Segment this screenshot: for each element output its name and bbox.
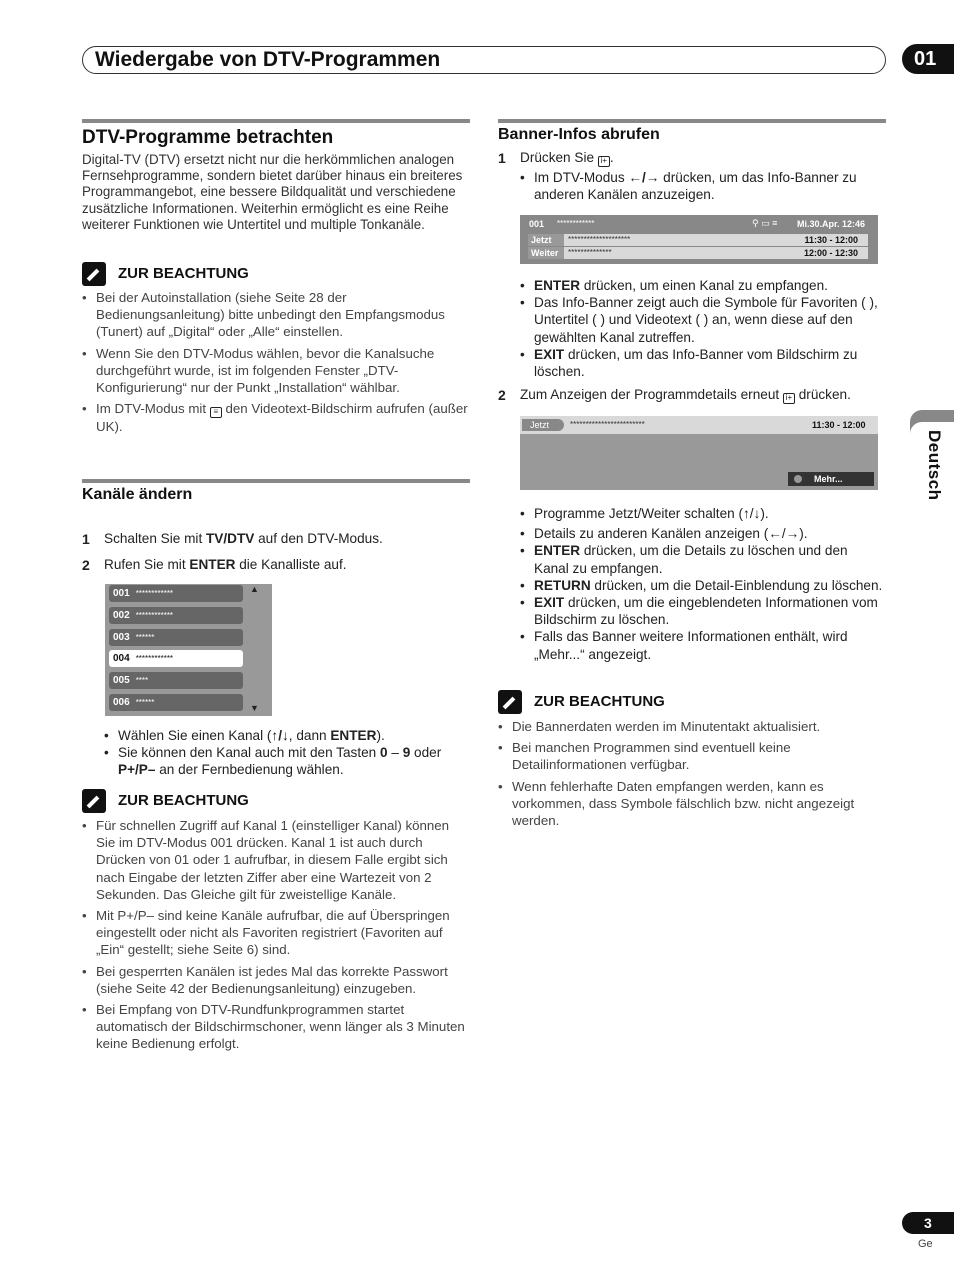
detail-now-label: Jetzt (522, 419, 564, 431)
arrow-keys: ←/→ (628, 170, 660, 185)
section-rule (82, 479, 470, 483)
bullet-text: Wählen Sie einen Kanal ( (118, 728, 272, 743)
bullet-text: drücken, um einen Kanal zu empfangen. (580, 278, 828, 293)
banner-now-title: ******************** (568, 235, 631, 244)
step-text-part: Zum Anzeigen der Programmdetails erneut (520, 387, 780, 402)
bullet-text-bold: P+/P– (118, 762, 156, 778)
note-item: • Mit P+/P– sind keine Kanäle aufrufbar, die auf Überspringen eingestellt oder nicht als Favoriten registriert (Favoriten auf „Ein“ gestellt; siehe Seite 6) sind. (82, 907, 470, 959)
bullet-item (104, 727, 470, 744)
language-code: Ge (918, 1238, 933, 1250)
arrow-keys: ↑/↓ (271, 728, 289, 743)
page-title: Wiedergabe von DTV-Programmen (95, 48, 441, 71)
section-rule (498, 119, 886, 123)
bullet-text: oder (410, 745, 442, 761)
banner-now-row (528, 234, 868, 246)
language-tab-label: Deutsch (925, 430, 944, 501)
bullet-text-bold: EXIT (534, 595, 565, 611)
channel-row[interactable] (109, 629, 243, 646)
channel-name: ************ (135, 654, 174, 663)
channel-number: 003 (113, 632, 130, 643)
section-rule (82, 119, 470, 123)
teletext-icon: ≡ (210, 407, 222, 418)
channel-name: **** (135, 676, 149, 685)
banner-symbol-icons: ⚲ ▭ ≡ (752, 218, 778, 228)
bullet-item (520, 294, 886, 346)
bullet-text: drücken, um die Detail-Einblendung zu löschen. (590, 577, 883, 593)
bullet-item (520, 628, 886, 662)
bullet-item (520, 505, 886, 522)
note-text: Im DTV-Modus mit (96, 401, 207, 417)
bullet-text-bold: EXIT (534, 346, 565, 362)
bullet-text: – (387, 745, 403, 761)
note-item: • Bei manchen Programmen sind eventuell keine Detailinformationen verfügbar. (498, 739, 886, 773)
banner-now-label: Jetzt (528, 234, 564, 246)
banner-channel-name: ************ (557, 219, 595, 228)
bullet-item (520, 542, 886, 576)
note-item: • Die Bannerdaten werden im Minutentakt aktualisiert. (498, 718, 886, 735)
bullet-text: Falls das Banner weitere Informationen enthält, wird „Mehr...“ angezeigt. (534, 629, 848, 662)
channel-row[interactable] (109, 694, 243, 711)
bullet-item (520, 277, 886, 294)
bullet-text-bold: ENTER (534, 543, 581, 559)
step-bullets (104, 727, 470, 779)
note-pencil-icon (82, 789, 106, 813)
page-header (82, 46, 886, 74)
note-header (498, 690, 798, 714)
banner-channel-number: 001 (529, 219, 545, 229)
step-bullets (520, 505, 886, 663)
more-dot-icon (794, 475, 802, 483)
step-text-part: drücken. (798, 387, 851, 402)
step-number: 2 (82, 557, 90, 573)
note-item: • Wenn Sie den DTV-Modus wählen, bevor die Kanalsuche durchgeführt wurde, ist im folgenden Fenster „DTV-Konfigurierung“ nur der Punkt „Installation“ wählbar. (82, 345, 470, 397)
bullet-item (520, 169, 886, 203)
section-title: Banner-Infos abrufen (498, 126, 660, 143)
bullet-text: Programme Jetzt/Weiter schalten (↑/↓). (534, 506, 769, 521)
channel-number: 002 (113, 610, 130, 621)
channel-name: ************ (135, 611, 174, 620)
bullet-text-bold: 9 (402, 745, 411, 761)
bullet-text-bold: RETURN (534, 577, 591, 593)
bullet-text: Details zu anderen Kanälen anzeigen (←/→). (534, 526, 808, 542)
step-number: 1 (498, 150, 506, 166)
note-item: • Wenn fehlerhafte Daten empfangen werden, kann es vorkommen, dass Symbole fälschlich bzw. nicht angezeigt werden. (498, 778, 886, 830)
bullet-text: drücken, um die eingeblendeten Informationen vom Bildschirm zu löschen. (534, 595, 878, 628)
bullet-text-bold: ENTER (330, 728, 377, 743)
detail-banner (520, 416, 878, 490)
channel-row[interactable] (109, 585, 243, 602)
step-text (104, 557, 347, 572)
bullet-text: , dann (288, 728, 331, 743)
info-button-icon: i+ (598, 156, 610, 167)
step-text (520, 150, 614, 167)
step-text-part: die Kanalliste auf. (235, 557, 347, 572)
detail-title: ************************ (570, 420, 645, 429)
bullet-text: Im DTV-Modus (534, 170, 629, 185)
step-text (520, 387, 851, 404)
note-list (82, 289, 470, 439)
note-item (82, 400, 470, 435)
section-title: Kanäle ändern (82, 486, 193, 503)
step-text-part: auf den DTV-Modus. (254, 531, 383, 546)
channel-row[interactable] (109, 672, 243, 689)
bullet-text: drücken, um das Info-Banner vom Bildschirm zu löschen. (534, 346, 858, 380)
channel-number: 005 (113, 675, 130, 686)
banner-now-time: 11:30 - 12:00 (804, 235, 858, 245)
channel-number: 004 (113, 653, 130, 664)
bullet-text: Sie können den Kanal auch mit den Tasten (118, 745, 380, 761)
section-title: DTV-Programme betrachten (82, 127, 334, 148)
detail-time: 11:30 - 12:00 (812, 420, 866, 430)
bullet-text: Das Info-Banner zeigt auch die Symbole für Favoriten ( ), Untertitel ( ) und Videotext ( ) an, wenn diese auf den gewählten Kanal zutreffen. (534, 295, 878, 345)
channel-number: 006 (113, 697, 130, 708)
more-label: Mehr... (814, 474, 843, 484)
bullet-item (104, 744, 470, 778)
step-bullets (520, 169, 886, 203)
chapter-badge: 01 (902, 44, 954, 74)
bullet-item (520, 525, 886, 542)
info-banner (520, 215, 878, 264)
channel-name: ****** (135, 698, 155, 707)
step-number: 1 (82, 531, 90, 547)
step-text-part: . (609, 150, 614, 165)
banner-next-row (528, 247, 868, 259)
step-text-part: Rufen Sie mit (104, 557, 190, 572)
note-pencil-icon (498, 690, 522, 714)
note-item: • Bei gesperrten Kanälen ist jedes Mal das korrekte Passwort (siehe Seite 42 der Bedienungsanleitung) einzugeben. (82, 963, 470, 997)
step-text (104, 531, 383, 546)
channel-row[interactable] (109, 607, 243, 624)
scroll-up-icon[interactable]: ▲ (250, 584, 259, 594)
step-text-bold: TV/DTV (206, 531, 255, 546)
note-list (498, 718, 886, 833)
note-text: den Videotext-Bildschirm aufrufen (außer UK). (96, 401, 468, 435)
banner-next-time: 12:00 - 12:30 (803, 248, 858, 258)
channel-name: ************ (135, 589, 174, 598)
step-number: 2 (498, 387, 506, 403)
channel-list-screen (105, 584, 272, 716)
banner-date: Mi.30.Apr. 12:46 (797, 219, 866, 229)
note-header (82, 789, 382, 813)
note-item: • Bei Empfang von DTV-Rundfunkprogrammen startet automatisch der Bildschirmschoner, wenn länger als 3 Minuten keine Bedienung erfolgt. (82, 1001, 470, 1053)
banner-next-label: Weiter (528, 247, 564, 259)
note-header (82, 262, 382, 286)
banner-next-title: ************** (568, 248, 612, 257)
note-list (82, 817, 470, 1057)
note-title: ZUR BEACHTUNG (534, 693, 665, 710)
step-text-part: Schalten Sie mit (104, 531, 206, 546)
bullet-text: ). (376, 728, 385, 743)
info-button-icon: i+ (783, 393, 795, 404)
channel-name: ****** (135, 633, 155, 642)
bullet-item (520, 346, 886, 380)
channel-row-selected[interactable] (109, 650, 243, 667)
step-text-bold: ENTER (189, 557, 236, 572)
bullet-item (520, 594, 886, 628)
page-number: 3 (902, 1212, 954, 1234)
scroll-down-icon[interactable]: ▼ (250, 703, 259, 713)
bullet-item (520, 577, 886, 594)
bullet-text-bold: 0 (380, 745, 388, 761)
note-pencil-icon (82, 262, 106, 286)
bullet-text: drücken, um die Details zu löschen und den Kanal zu empfangen. (534, 543, 848, 576)
detail-banner-header (520, 416, 878, 434)
bullet-text: an der Fernbedienung wählen. (155, 762, 344, 778)
note-item: • Für schnellen Zugriff auf Kanal 1 (einstelliger Kanal) können Sie im DTV-Modus 001 drücken. Kanal 1 ist auch durch Drücken von 01 oder 1 aufrufbar, in diesem Falle ergibt sich nach Eingabe der letzten Ziffer aber eine Wartezeit von 2 Sekunden. Das Gleiche gilt für zweistellige Kanäle. (82, 817, 470, 903)
note-title: ZUR BEACHTUNG (118, 265, 249, 282)
note-item: • Bei der Autoinstallation (siehe Seite 28 der Bedienungsanleitung) bitte unbedingt den Empfangsmodus (Tunert) auf „Digital“ oder „Alle“ einstellen. (82, 289, 470, 341)
step-bullets (520, 277, 886, 380)
more-indicator (788, 472, 874, 486)
bullet-text-bold: ENTER (534, 278, 581, 293)
bullet-text: drücken, um das Info-Banner zu anderen Kanälen anzuzeigen. (534, 170, 857, 203)
step-text-part: Drücken Sie (520, 150, 595, 165)
note-title: ZUR BEACHTUNG (118, 792, 249, 809)
channel-number: 001 (113, 588, 130, 599)
intro-paragraph: Digital-TV (DTV) ersetzt nicht nur die herkömmlichen analogen Fernsehprogramme, sondern bietet darüber hinaus ein breiteres Programmangebot, eine bessere Bildqualität und verschiedene zusätzliche Informationen. Weiterhin ermöglicht es eine Reihe weiterer Funktionen wie Untertitel und multiple Tonkanäle. (82, 152, 463, 232)
